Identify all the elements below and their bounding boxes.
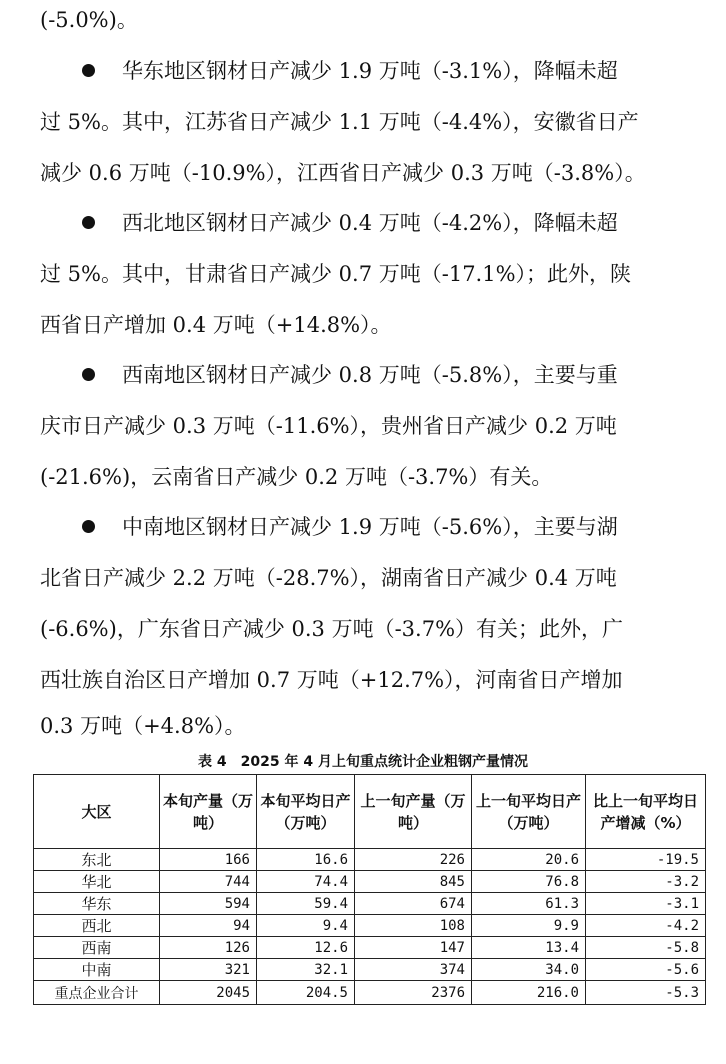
paragraph-line: 西北地区钢材日产减少 0.4 万吨（-4.2%），降幅未超 [122, 211, 618, 235]
value-cell: 61.3 [472, 893, 586, 915]
value-cell: -3.2 [586, 871, 706, 893]
value-cell: 20.6 [472, 849, 586, 871]
region-cell: 东北 [34, 849, 160, 871]
region-cell: 中南 [34, 959, 160, 981]
table-row [34, 893, 706, 915]
total-value-cell: -5.3 [586, 981, 706, 1005]
paragraph-line: 北省日产减少 2.2 万吨（-28.7%），湖南省日产减少 0.4 万吨 [40, 566, 617, 590]
value-cell: -5.8 [586, 937, 706, 959]
value-cell: 744 [160, 871, 257, 893]
value-cell: 594 [160, 893, 257, 915]
paragraph-line: 西壮族自治区日产增加 0.7 万吨（+12.7%），河南省日产增加 [40, 668, 623, 692]
value-cell: 13.4 [472, 937, 586, 959]
bullet-icon [82, 64, 95, 77]
paragraph-line: 过 5%。其中，江苏省日产减少 1.1 万吨（-4.4%），安徽省日产 [40, 110, 639, 134]
value-cell: 674 [355, 893, 472, 915]
paragraph-line: 西省日产增加 0.4 万吨（+14.8%）。 [40, 313, 392, 337]
value-cell: 321 [160, 959, 257, 981]
value-cell: 108 [355, 915, 472, 937]
value-cell: 374 [355, 959, 472, 981]
value-cell: 94 [160, 915, 257, 937]
value-cell: 12.6 [257, 937, 355, 959]
bullet-icon [82, 520, 95, 533]
table-header-row [34, 775, 706, 849]
paragraph-line: 0.3 万吨（+4.8%）。 [40, 714, 246, 738]
header-current-output: 本旬产量（万吨） [160, 775, 257, 849]
value-cell: 16.6 [257, 849, 355, 871]
value-cell: 9.4 [257, 915, 355, 937]
region-cell: 华东 [34, 893, 160, 915]
value-cell: 74.4 [257, 871, 355, 893]
total-value-cell: 204.5 [257, 981, 355, 1005]
table-row [34, 959, 706, 981]
paragraph-line: (-21.6%)，云南省日产减少 0.2 万吨（-3.7%）有关。 [40, 465, 553, 489]
paragraph-line: 过 5%。其中，甘肃省日产减少 0.7 万吨（-17.1%）；此外，陕 [40, 262, 632, 286]
production-table [33, 774, 706, 1005]
table-row [34, 937, 706, 959]
table-caption: 表 4 2025 年 4 月上旬重点统计企业粗钢产量情况 [198, 754, 528, 770]
value-cell: -4.2 [586, 915, 706, 937]
table-total-row [34, 981, 706, 1005]
paragraph-line: 中南地区钢材日产减少 1.9 万吨（-5.6%），主要与湖 [122, 515, 618, 539]
value-cell: 226 [355, 849, 472, 871]
total-value-cell: 2045 [160, 981, 257, 1005]
table-row [34, 915, 706, 937]
paragraph-line: (-6.6%)，广东省日产减少 0.3 万吨（-3.7%）有关；此外，广 [40, 617, 624, 641]
header-daily-change: 比上一旬平均日产增减（%） [586, 775, 706, 849]
bullet-icon [82, 216, 95, 229]
region-cell: 西北 [34, 915, 160, 937]
value-cell: 34.0 [472, 959, 586, 981]
paragraph-line: 华东地区钢材日产减少 1.9 万吨（-3.1%），降幅未超 [122, 59, 618, 83]
region-cell: 西南 [34, 937, 160, 959]
value-cell: -3.1 [586, 893, 706, 915]
header-previous-output: 上一旬产量（万吨） [355, 775, 472, 849]
header-current-daily: 本旬平均日产（万吨） [257, 775, 355, 849]
header-previous-daily: 上一旬平均日产（万吨） [472, 775, 586, 849]
paragraph-line: 庆市日产减少 0.3 万吨（-11.6%），贵州省日产减少 0.2 万吨 [40, 414, 617, 438]
value-cell: 845 [355, 871, 472, 893]
value-cell: 59.4 [257, 893, 355, 915]
value-cell: 147 [355, 937, 472, 959]
value-cell: 32.1 [257, 959, 355, 981]
total-value-cell: 216.0 [472, 981, 586, 1005]
bullet-icon [82, 368, 95, 381]
value-cell: 166 [160, 849, 257, 871]
table-row [34, 871, 706, 893]
value-cell: 76.8 [472, 871, 586, 893]
value-cell: 9.9 [472, 915, 586, 937]
total-label-cell: 重点企业合计 [34, 981, 160, 1005]
value-cell: 126 [160, 937, 257, 959]
region-cell: 华北 [34, 871, 160, 893]
paragraph-line: (-5.0%)。 [40, 8, 138, 32]
total-value-cell: 2376 [355, 981, 472, 1005]
paragraph-line: 减少 0.6 万吨（-10.9%），江西省日产减少 0.3 万吨（-3.8%）。 [40, 161, 646, 185]
table-row [34, 849, 706, 871]
paragraph-line: 西南地区钢材日产减少 0.8 万吨（-5.8%），主要与重 [122, 363, 618, 387]
value-cell: -5.6 [586, 959, 706, 981]
header-region: 大区 [34, 775, 160, 849]
value-cell: -19.5 [586, 849, 706, 871]
